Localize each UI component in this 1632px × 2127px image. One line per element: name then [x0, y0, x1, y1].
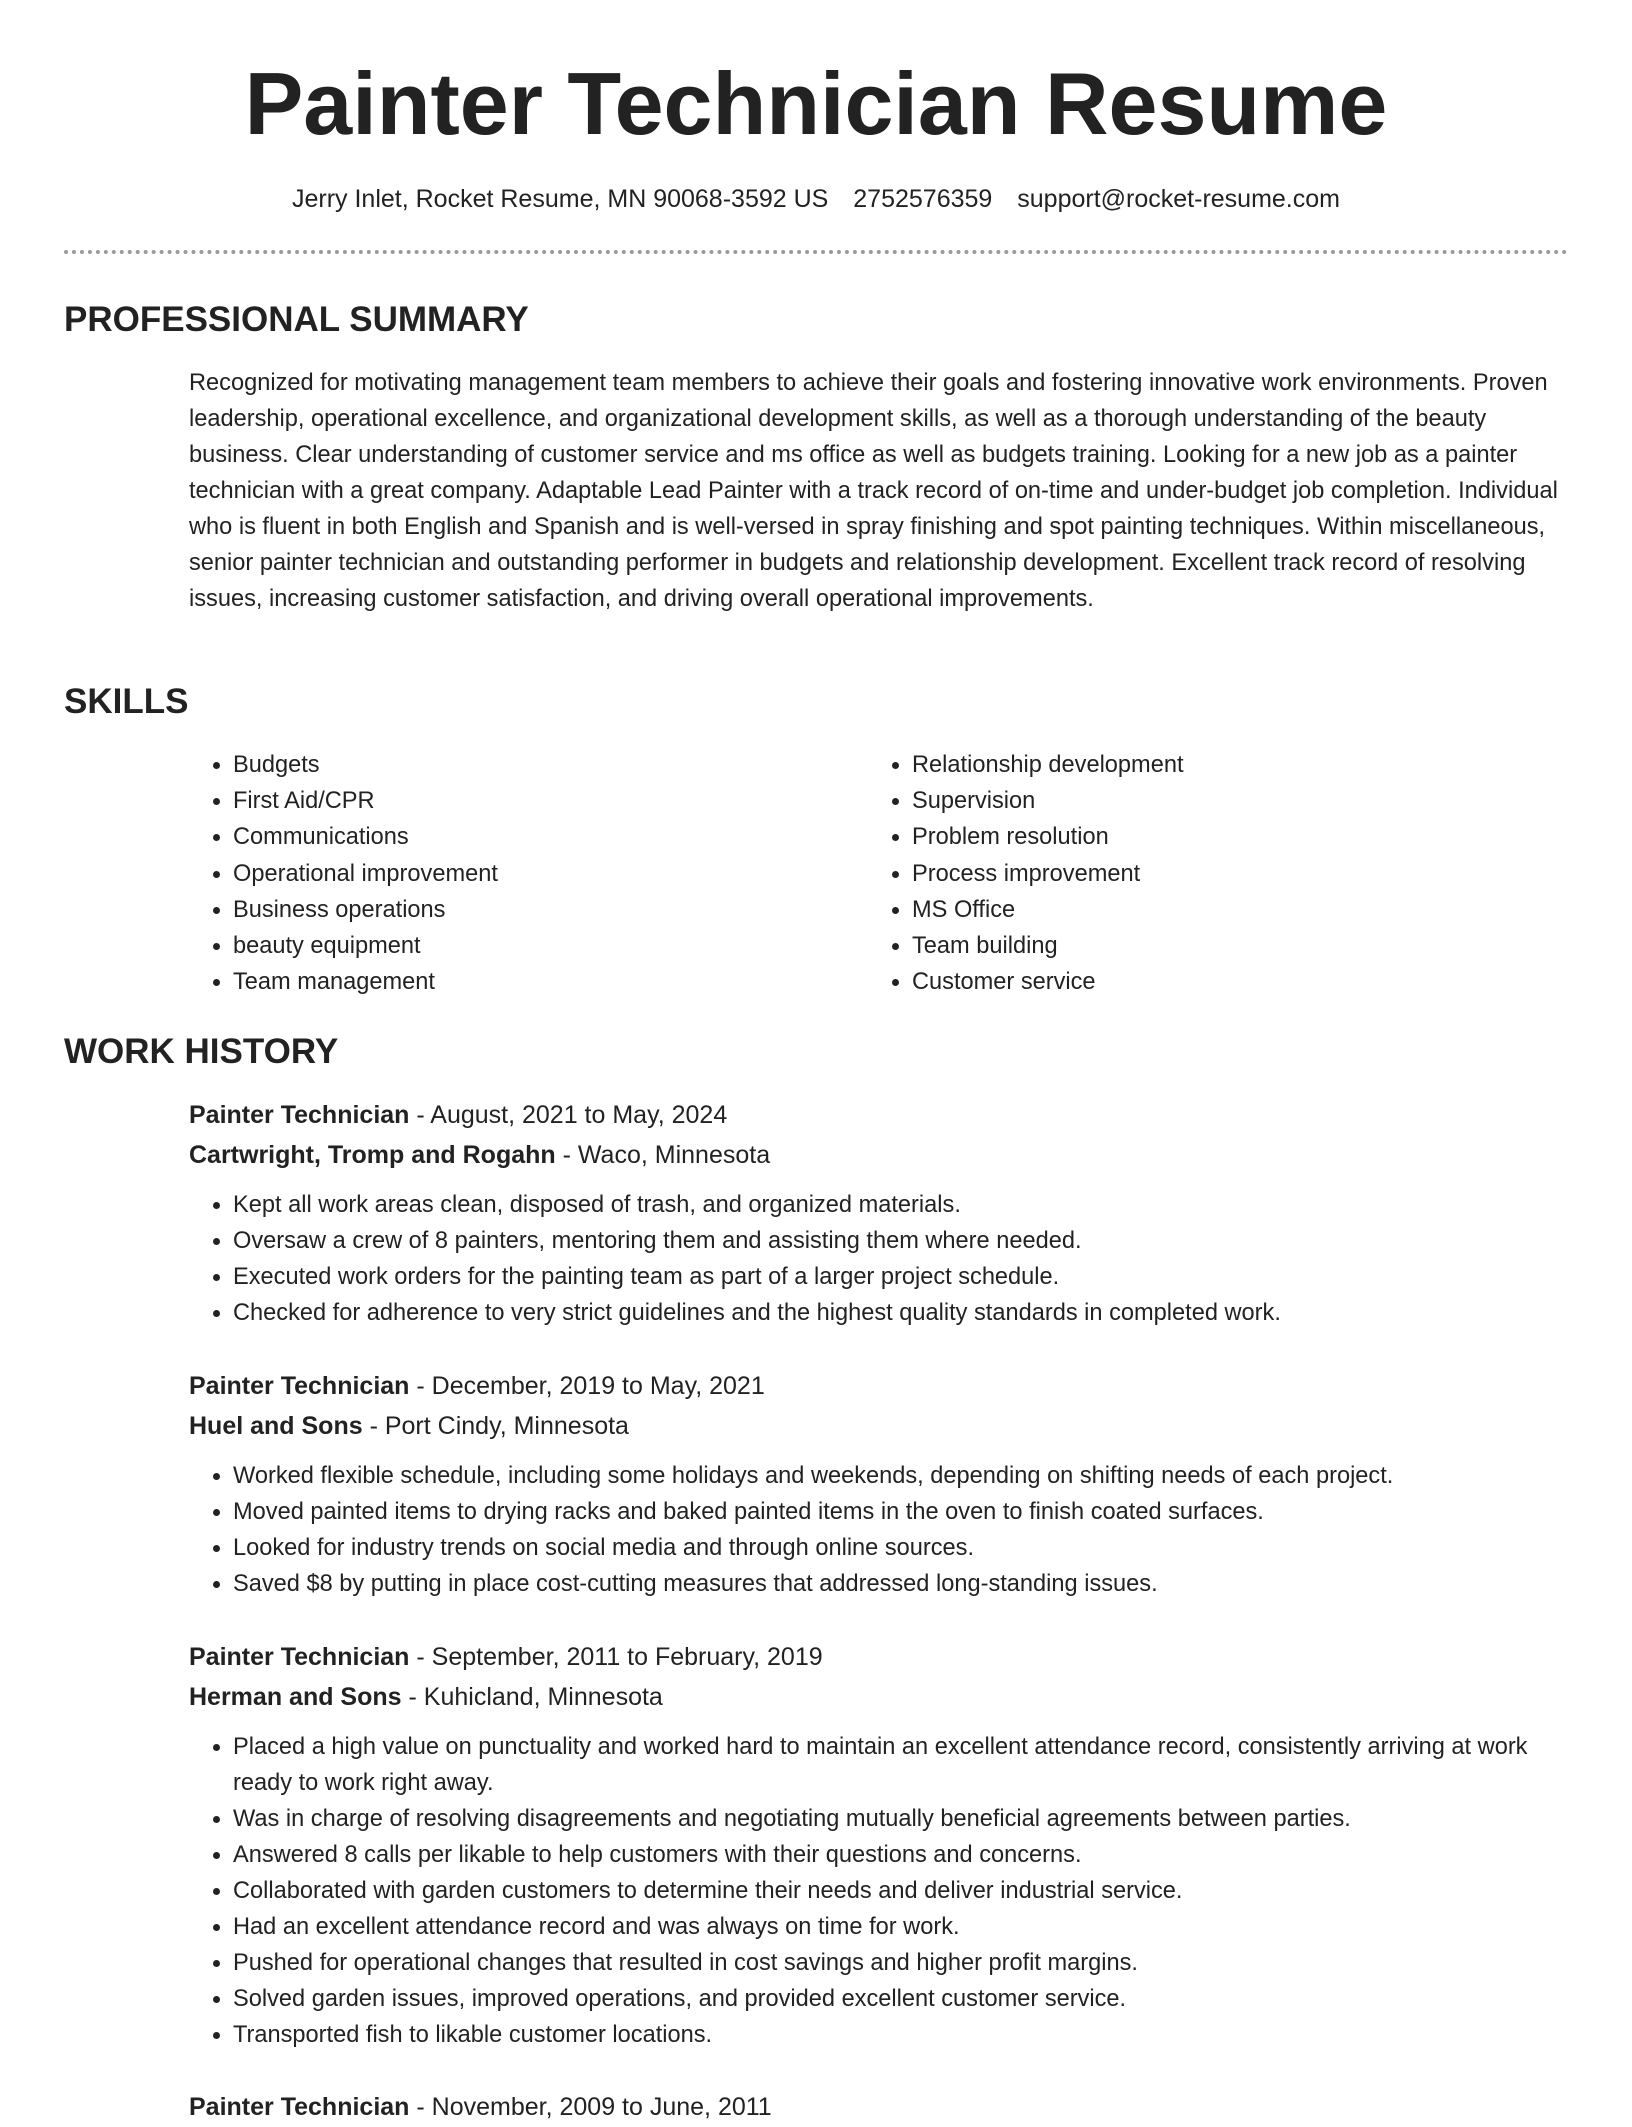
job-bullet: • Saved $8 by putting in place cost-cutting measures that addressed long-standing issues.	[233, 1566, 1569, 1602]
job-company: Huel and Sons	[189, 1412, 363, 1440]
job-title: Painter Technician	[189, 1372, 410, 1400]
job-title: Painter Technician	[189, 2093, 410, 2121]
job-title-line	[189, 1366, 1569, 1406]
job-company-line	[189, 1135, 1569, 1175]
resume-title: Painter Technician Resume	[244, 54, 1388, 153]
contact-email: support@rocket-resume.com	[1017, 185, 1340, 213]
job-location: - Kuhicland, Minnesota	[401, 1683, 663, 1711]
skill-item: • Process improvement	[912, 856, 1532, 892]
header-divider	[64, 250, 1568, 254]
job-bullet: • Placed a high value on punctuality and worked hard to maintain an excellent attendance record, consistently arriving at work ready to work right away.	[233, 1729, 1569, 1801]
job-entry	[189, 1095, 1569, 1331]
skill-item: • Customer service	[912, 964, 1532, 1000]
job-bullet: • Collaborated with garden customers to determine their needs and deliver industrial service.	[233, 1873, 1569, 1909]
summary-heading: PROFESSIONAL SUMMARY	[64, 300, 529, 339]
job-location: - Waco, Minnesota	[555, 1141, 771, 1169]
job-bullet: • Was in charge of resolving disagreements and negotiating mutually beneficial agreements between parties.	[233, 1801, 1569, 1837]
skill-item: • Relationship development	[912, 747, 1532, 783]
summary-text: Recognized for motivating management team members to achieve their goals and fostering innovative work environments. Proven leadership, operational excellence, and organizational development skills, as well as a thorough understanding of the beauty business. Clear understanding of customer service and ms office as well as budgets training. Looking for a new job as a painter technician with a great company. Adaptable Lead Painter with a track record of on-time and under-budget job completion. Individual who is fluent in both English and Spanish and is well-versed in spray finishing and spot painting techniques. Within miscellaneous, senior painter technician and outstanding performer in budgets and relationship development. Excellent track record of resolving issues, increasing customer satisfaction, and driving overall operational improvements.	[189, 370, 1558, 612]
job-company-line	[189, 1677, 1569, 1717]
skill-item: • Business operations	[233, 892, 853, 928]
job-bullet: • Pushed for operational changes that resulted in cost savings and higher profit margins.	[233, 1945, 1569, 1981]
job-company-line	[189, 1406, 1569, 1446]
skill-item: • Budgets	[233, 747, 853, 783]
skills-list-left	[189, 747, 853, 1000]
job-bullets	[189, 1458, 1569, 1602]
job-entry	[189, 2087, 1569, 2127]
skill-item: • Problem resolution	[912, 819, 1532, 855]
skill-item: • Team management	[233, 964, 853, 1000]
contact-phone: 2752576359	[853, 185, 993, 213]
job-title-line	[189, 1095, 1569, 1135]
skill-item: • Communications	[233, 819, 853, 855]
job-dates: - November, 2009 to June, 2011	[409, 2093, 772, 2121]
job-entry	[189, 1637, 1569, 2053]
job-bullet: • Moved painted items to drying racks and baked painted items in the oven to finish coated surfaces.	[233, 1494, 1569, 1530]
job-title-line	[189, 1637, 1569, 1677]
job-location: - Port Cindy, Minnesota	[362, 1412, 629, 1440]
job-bullets	[189, 1187, 1569, 1331]
job-bullet: • Oversaw a crew of 8 painters, mentoring them and assisting them where needed.	[233, 1223, 1569, 1259]
job-company: Herman and Sons	[189, 1683, 402, 1711]
skills-list-right	[868, 747, 1532, 1000]
job-title: Painter Technician	[189, 1643, 410, 1671]
job-company: Cartwright, Tromp and Rogahn	[189, 1141, 556, 1169]
job-bullet: • Worked flexible schedule, including some holidays and weekends, depending on shifting needs of each project.	[233, 1458, 1569, 1494]
job-bullet: • Transported fish to likable customer locations.	[233, 2017, 1569, 2053]
job-bullet: • Checked for adherence to very strict guidelines and the highest quality standards in completed work.	[233, 1295, 1569, 1331]
contact-line	[0, 181, 1632, 217]
job-bullet: • Kept all work areas clean, disposed of trash, and organized materials.	[233, 1187, 1569, 1223]
job-bullet: • Solved garden issues, improved operations, and provided excellent customer service.	[233, 1981, 1569, 2017]
job-dates: - September, 2011 to February, 2019	[409, 1643, 823, 1671]
job-title: Painter Technician	[189, 1101, 410, 1129]
job-bullets	[189, 1729, 1569, 2053]
skill-item: • First Aid/CPR	[233, 783, 853, 819]
job-bullet: • Executed work orders for the painting team as part of a larger project schedule.	[233, 1259, 1569, 1295]
job-bullet: • Answered 8 calls per likable to help customers with their questions and concerns.	[233, 1837, 1569, 1873]
skill-item: • Operational improvement	[233, 856, 853, 892]
contact-address: Jerry Inlet, Rocket Resume, MN 90068-3592 US	[291, 185, 829, 213]
skill-item: • MS Office	[912, 892, 1532, 928]
job-dates: - December, 2019 to May, 2021	[409, 1372, 765, 1400]
work-history-heading: WORK HISTORY	[64, 1032, 339, 1071]
skill-item: • Supervision	[912, 783, 1532, 819]
job-dates: - August, 2021 to May, 2024	[409, 1101, 728, 1129]
job-bullet: • Had an excellent attendance record and was always on time for work.	[233, 1909, 1569, 1945]
job-title-line	[189, 2087, 1569, 2127]
skills-heading: SKILLS	[64, 682, 189, 721]
job-bullet: • Looked for industry trends on social media and through online sources.	[233, 1530, 1569, 1566]
skill-item: • Team building	[912, 928, 1532, 964]
job-entry	[189, 1366, 1569, 1602]
skill-item: • beauty equipment	[233, 928, 853, 964]
